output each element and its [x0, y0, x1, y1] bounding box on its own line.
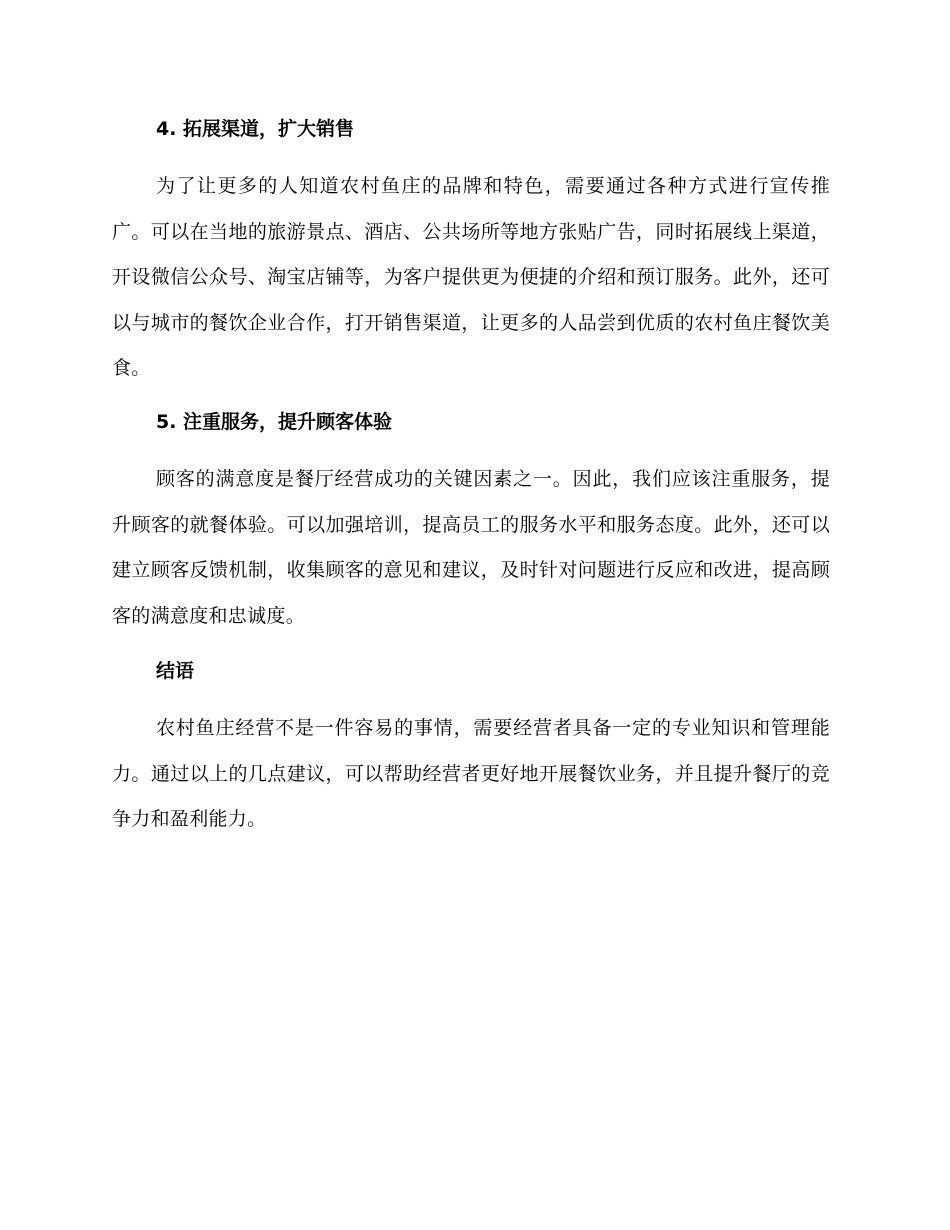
section-heading-expand-channels: 4. 拓展渠道，扩大销售 [156, 118, 355, 140]
section-paragraph-service: 顾客的满意度是餐厅经营成功的关键因素之一。因此，我们应该注重服务，提升顾客的就餐体验。可以加强培训，提高员工的服务水平和服务态度。此外，还可以建立顾客反馈机制，收集顾客的意见和建议，及时针对问题进行反应和改进，提高顾客的满意度和忠诚度。 [112, 468, 830, 627]
section-paragraph-expand-channels: 为了让更多的人知道农村鱼庄的品牌和特色，需要通过各种方式进行宣传推广。可以在当地的旅游景点、酒店、公共场所等地方张贴广告，同时拓展线上渠道，开设微信公众号、淘宝店铺等，为客户提供更为便捷的介绍和预订服务。此外，还可以与城市的餐饮企业合作，打开销售渠道，让更多的人品尝到优质的农村鱼庄餐饮美食。 [112, 175, 830, 379]
section-heading-service: 5. 注重服务，提升顾客体验 [156, 411, 393, 433]
section-paragraph-conclusion: 农村鱼庄经营不是一件容易的事情，需要经营者具备一定的专业知识和管理能力。通过以上的几点建议，可以帮助经营者更好地开展餐饮业务，并且提升餐厅的竞争力和盈利能力。 [112, 717, 830, 830]
section-heading-conclusion: 结语 [156, 660, 195, 682]
